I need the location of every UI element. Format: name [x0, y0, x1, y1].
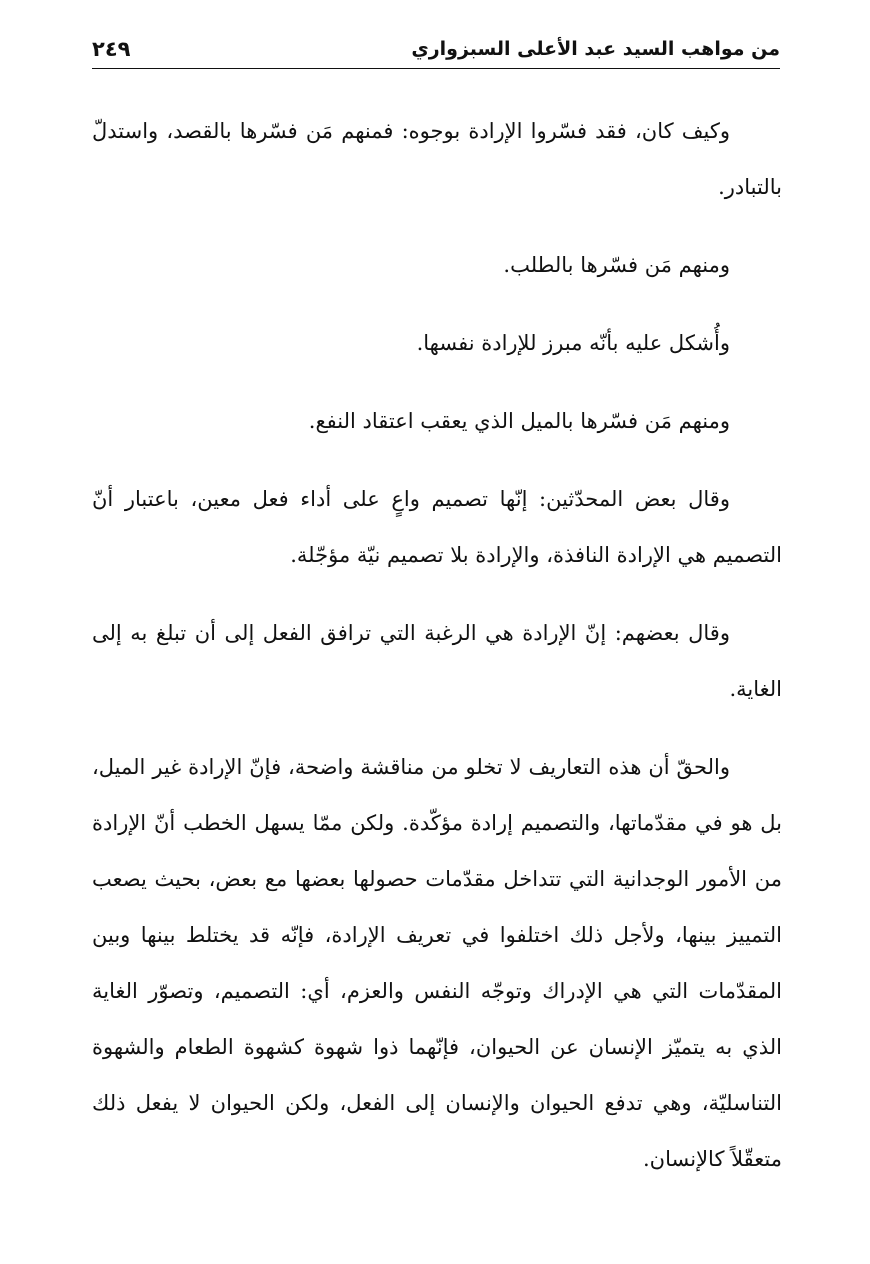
- page-header: [92, 22, 780, 69]
- paragraph: وقال بعضهم: إنّ الإرادة هي الرغبة التي ترافق الفعل إلى أن تبلغ به إلى الغاية.: [92, 621, 782, 701]
- body-text: [92, 103, 782, 1209]
- paragraph: ومنهم مَن فسّرها بالطلب.: [503, 253, 730, 277]
- paragraph: وأُشكل عليه بأنّه مبرز للإرادة نفسها.: [416, 331, 730, 355]
- paragraph: وقال بعض المحدّثين: إنّها تصميم واعٍ على أداء فعل معين، باعتبار أنّ التصميم هي الإرادة النافذة، والإرادة بلا تصميم نيّة مؤجّلة.: [92, 487, 782, 567]
- page-number: ٢٤٩: [92, 37, 131, 61]
- paragraph: ومنهم مَن فسّرها بالميل الذي يعقب اعتقاد النفع.: [308, 409, 730, 433]
- paragraph: وكيف كان، فقد فسّروا الإرادة بوجوه: فمنهم مَن فسّرها بالقصد، واستدلّ بالتبادر.: [92, 119, 782, 199]
- running-title: من مواهب السيد عبد الأعلى السبزواري: [411, 38, 780, 60]
- paragraph: والحقّ أن هذه التعاريف لا تخلو من مناقشة واضحة، فإنّ الإرادة غير الميل، بل هو في مقدّماتها، والتصميم إرادة مؤكّدة. ولكن ممّا يسهل الخطب أنّ الإرادة من الأمور الوجدانية التي تتداخل مقدّمات حصولها بعضها مع بعض، بحيث يصعب التمييز بينها، ولأجل ذلك اختلفوا في تعريف الإرادة، فإنّه قد يختلط بينها وبين المقدّمات التي هي الإدراك وتوجّه النفس والعزم، أي: التصميم، وتصوّر الغاية الذي به يتميّز الإنسان عن الحيوان، فإنّهما ذوا شهوة كشهوة الطعام والشهوة التناسليّة، وهي تدفع الحيوان والإنسان إلى الفعل، ولكن الحيوان لا يفعل ذلك متعقّلاً كالإنسان.: [92, 755, 782, 1171]
